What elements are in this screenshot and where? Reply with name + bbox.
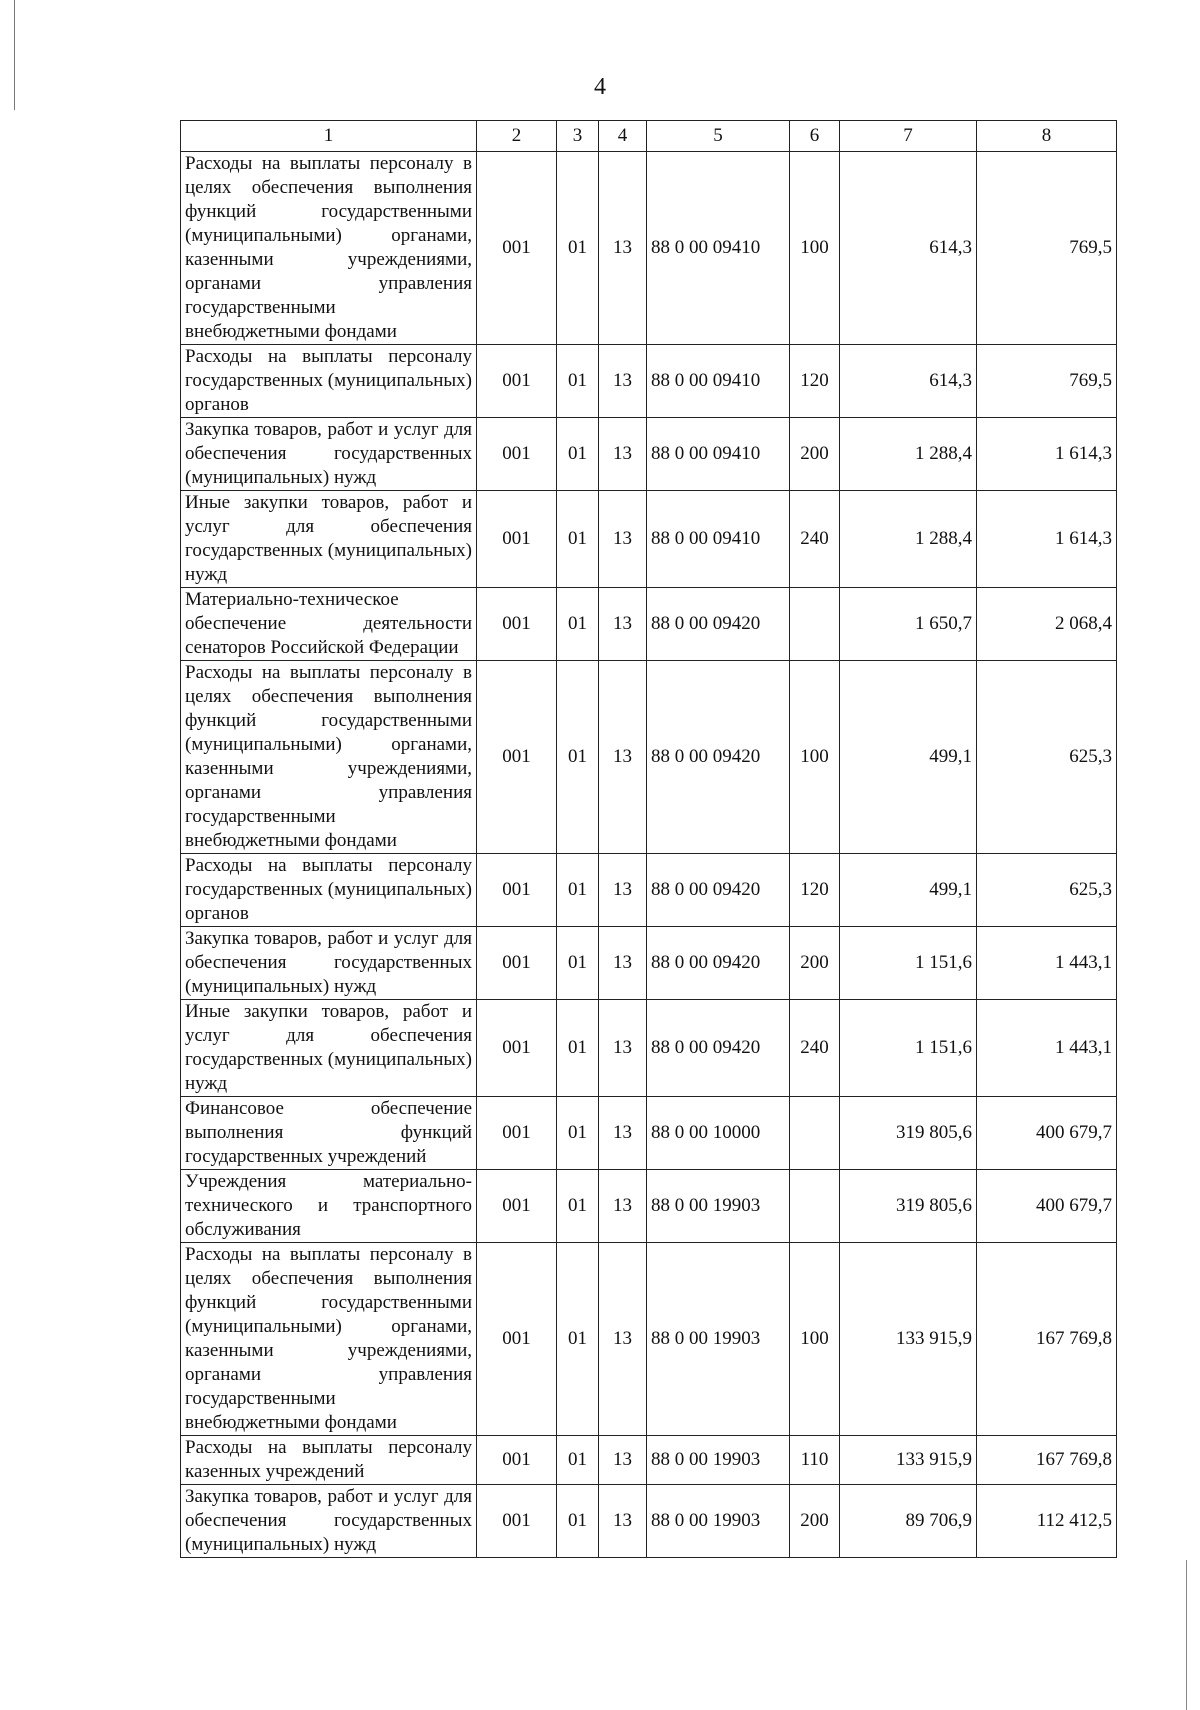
section-code: 01 (557, 927, 599, 1000)
amount-column-7: 1 288,4 (840, 418, 977, 491)
amount-column-8: 167 769,8 (977, 1436, 1117, 1485)
ministry-code: 001 (477, 1097, 557, 1170)
ministry-code: 001 (477, 1170, 557, 1243)
ministry-code: 001 (477, 1243, 557, 1436)
section-code: 01 (557, 1436, 599, 1485)
amount-column-7: 614,3 (840, 345, 977, 418)
section-code: 01 (557, 854, 599, 927)
row-name: Расходы на выплаты персоналу в целях обеспечения выполнения функций государственными (муниципальными) органами, казенными учреждениями, органами управления государственными внебюджетными фондами (181, 152, 477, 345)
section-code: 01 (557, 418, 599, 491)
ministry-code: 001 (477, 588, 557, 661)
row-name: Учреждения материально-технического и транспортного обслуживания (181, 1170, 477, 1243)
ministry-code: 001 (477, 491, 557, 588)
target-article-code: 88 0 00 09420 (647, 588, 790, 661)
row-name: Расходы на выплаты персоналу в целях обеспечения выполнения функций государственными (муниципальными) органами, казенными учреждениями, органами управления государственными внебюджетными фондами (181, 1243, 477, 1436)
target-article-code: 88 0 00 09410 (647, 152, 790, 345)
column-header: 2 (477, 121, 557, 152)
column-header: 6 (790, 121, 840, 152)
amount-column-7: 133 915,9 (840, 1436, 977, 1485)
target-article-code: 88 0 00 19903 (647, 1243, 790, 1436)
expense-type-code: 120 (790, 345, 840, 418)
target-article-code: 88 0 00 19903 (647, 1170, 790, 1243)
expense-type-code: 200 (790, 418, 840, 491)
row-name: Иные закупки товаров, работ и услуг для обеспечения государственных (муниципальных) нужд (181, 491, 477, 588)
ministry-code: 001 (477, 661, 557, 854)
expense-type-code (790, 1170, 840, 1243)
section-code: 01 (557, 345, 599, 418)
amount-column-7: 1 151,6 (840, 1000, 977, 1097)
row-name: Расходы на выплаты персоналу государственных (муниципальных) органов (181, 345, 477, 418)
amount-column-7: 133 915,9 (840, 1243, 977, 1436)
amount-column-7: 319 805,6 (840, 1097, 977, 1170)
expense-type-code: 110 (790, 1436, 840, 1485)
target-article-code: 88 0 00 09410 (647, 418, 790, 491)
section-code: 01 (557, 588, 599, 661)
ministry-code: 001 (477, 1000, 557, 1097)
subsection-code: 13 (599, 588, 647, 661)
row-name: Расходы на выплаты персоналу государственных (муниципальных) органов (181, 854, 477, 927)
target-article-code: 88 0 00 09420 (647, 927, 790, 1000)
section-code: 01 (557, 491, 599, 588)
amount-column-8: 625,3 (977, 854, 1117, 927)
amount-column-7: 1 288,4 (840, 491, 977, 588)
table-row (181, 1485, 1117, 1558)
table-row (181, 491, 1117, 588)
amount-column-7: 614,3 (840, 152, 977, 345)
subsection-code: 13 (599, 1436, 647, 1485)
expense-type-code: 100 (790, 661, 840, 854)
ministry-code: 001 (477, 1485, 557, 1558)
expense-type-code (790, 1097, 840, 1170)
table-row (181, 418, 1117, 491)
table-row (181, 927, 1117, 1000)
target-article-code: 88 0 00 09410 (647, 491, 790, 588)
target-article-code: 88 0 00 19903 (647, 1436, 790, 1485)
amount-column-7: 89 706,9 (840, 1485, 977, 1558)
amount-column-7: 319 805,6 (840, 1170, 977, 1243)
expense-type-code: 100 (790, 152, 840, 345)
amount-column-7: 499,1 (840, 854, 977, 927)
ministry-code: 001 (477, 927, 557, 1000)
table-row (181, 345, 1117, 418)
column-header: 7 (840, 121, 977, 152)
amount-column-7: 499,1 (840, 661, 977, 854)
table-row (181, 1000, 1117, 1097)
amount-column-8: 769,5 (977, 152, 1117, 345)
expense-type-code: 100 (790, 1243, 840, 1436)
target-article-code: 88 0 00 09420 (647, 661, 790, 854)
amount-column-7: 1 650,7 (840, 588, 977, 661)
subsection-code: 13 (599, 854, 647, 927)
column-header: 3 (557, 121, 599, 152)
section-code: 01 (557, 1097, 599, 1170)
row-name: Иные закупки товаров, работ и услуг для обеспечения государственных (муниципальных) нужд (181, 1000, 477, 1097)
amount-column-8: 2 068,4 (977, 588, 1117, 661)
table-row (181, 661, 1117, 854)
section-code: 01 (557, 1170, 599, 1243)
target-article-code: 88 0 00 19903 (647, 1485, 790, 1558)
subsection-code: 13 (599, 345, 647, 418)
amount-column-8: 1 614,3 (977, 418, 1117, 491)
amount-column-8: 625,3 (977, 661, 1117, 854)
expense-type-code: 200 (790, 927, 840, 1000)
page-number: 4 (594, 74, 606, 100)
amount-column-8: 112 412,5 (977, 1485, 1117, 1558)
row-name: Закупка товаров, работ и услуг для обеспечения государственных (муниципальных) нужд (181, 927, 477, 1000)
row-name: Материально-техническое обеспечение деятельности сенаторов Российской Федерации (181, 588, 477, 661)
amount-column-8: 769,5 (977, 345, 1117, 418)
row-name: Финансовое обеспечение выполнения функций государственных учреждений (181, 1097, 477, 1170)
table-row (181, 588, 1117, 661)
target-article-code: 88 0 00 09420 (647, 1000, 790, 1097)
budget-table (180, 120, 1117, 1558)
row-name: Закупка товаров, работ и услуг для обеспечения государственных (муниципальных) нужд (181, 418, 477, 491)
row-name: Закупка товаров, работ и услуг для обеспечения государственных (муниципальных) нужд (181, 1485, 477, 1558)
subsection-code: 13 (599, 1243, 647, 1436)
expense-type-code: 200 (790, 1485, 840, 1558)
amount-column-8: 1 614,3 (977, 491, 1117, 588)
amount-column-8: 400 679,7 (977, 1170, 1117, 1243)
expense-type-code: 120 (790, 854, 840, 927)
ministry-code: 001 (477, 1436, 557, 1485)
expense-type-code: 240 (790, 1000, 840, 1097)
row-name: Расходы на выплаты персоналу казенных учреждений (181, 1436, 477, 1485)
scan-margin-line (1186, 1560, 1187, 1710)
subsection-code: 13 (599, 152, 647, 345)
column-header: 1 (181, 121, 477, 152)
subsection-code: 13 (599, 1170, 647, 1243)
section-code: 01 (557, 1485, 599, 1558)
column-header: 4 (599, 121, 647, 152)
amount-column-7: 1 151,6 (840, 927, 977, 1000)
amount-column-8: 1 443,1 (977, 1000, 1117, 1097)
column-header: 5 (647, 121, 790, 152)
row-name: Расходы на выплаты персоналу в целях обеспечения выполнения функций государственными (муниципальными) органами, казенными учреждениями, органами управления государственными внебюджетными фондами (181, 661, 477, 854)
table-row (181, 854, 1117, 927)
column-header: 8 (977, 121, 1117, 152)
header-row (181, 121, 1117, 152)
expense-type-code: 240 (790, 491, 840, 588)
ministry-code: 001 (477, 854, 557, 927)
subsection-code: 13 (599, 1097, 647, 1170)
target-article-code: 88 0 00 09410 (647, 345, 790, 418)
subsection-code: 13 (599, 418, 647, 491)
table-row (181, 152, 1117, 345)
section-code: 01 (557, 661, 599, 854)
table-row (181, 1243, 1117, 1436)
table-row (181, 1170, 1117, 1243)
table-row (181, 1097, 1117, 1170)
target-article-code: 88 0 00 09420 (647, 854, 790, 927)
subsection-code: 13 (599, 491, 647, 588)
table-row (181, 1436, 1117, 1485)
ministry-code: 001 (477, 345, 557, 418)
section-code: 01 (557, 152, 599, 345)
subsection-code: 13 (599, 1000, 647, 1097)
subsection-code: 13 (599, 927, 647, 1000)
ministry-code: 001 (477, 418, 557, 491)
subsection-code: 13 (599, 1485, 647, 1558)
section-code: 01 (557, 1000, 599, 1097)
subsection-code: 13 (599, 661, 647, 854)
amount-column-8: 1 443,1 (977, 927, 1117, 1000)
expense-type-code (790, 588, 840, 661)
target-article-code: 88 0 00 10000 (647, 1097, 790, 1170)
ministry-code: 001 (477, 152, 557, 345)
amount-column-8: 400 679,7 (977, 1097, 1117, 1170)
amount-column-8: 167 769,8 (977, 1243, 1117, 1436)
section-code: 01 (557, 1243, 599, 1436)
